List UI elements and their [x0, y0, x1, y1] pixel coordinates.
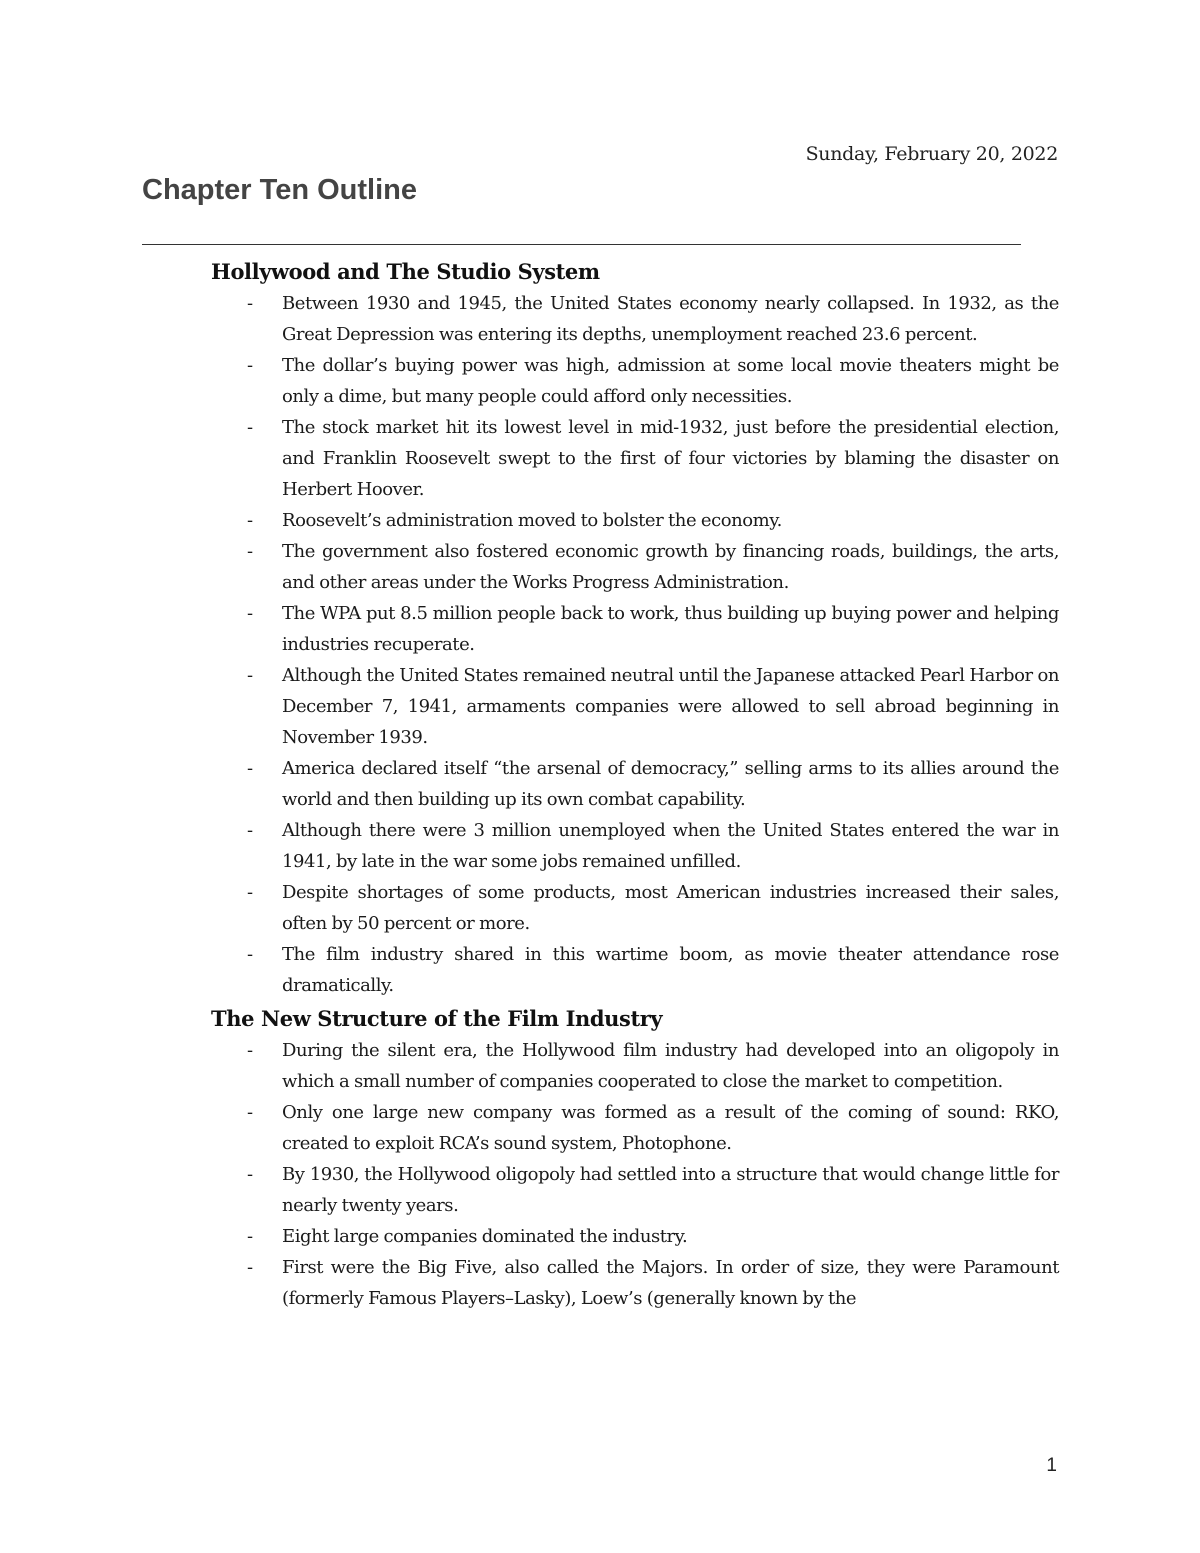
list-item-text: Although there were 3 million unemployed when the United States entered the war in 1941, by late in the war some jobs remained unfilled.: [282, 820, 1059, 872]
list-item-text: Between 1930 and 1945, the United States economy nearly collapsed. In 1932, as the Great Depression was entering its depths, unemployment reached 23.6 percent.: [282, 293, 1059, 345]
title-divider: [142, 244, 1021, 245]
bullet-dash: -: [247, 1102, 253, 1123]
list-item: [211, 1159, 1059, 1221]
list-item-text: The stock market hit its lowest level in mid-1932, just before the presidential election, and Franklin Roosevelt swept to the first of four victories by blaming the disaster on Herbert Hoover.: [282, 417, 1059, 500]
bullet-list: [211, 288, 1059, 1001]
list-item-text: The WPA put 8.5 million people back to work, thus building up buying power and helping industries recuperate.: [282, 603, 1059, 655]
list-item-text: During the silent era, the Hollywood film industry had developed into an oligopoly in which a small number of companies cooperated to close the market to competition.: [282, 1040, 1059, 1092]
list-item: [211, 1097, 1059, 1159]
section-heading: The New Structure of the Film Industry: [211, 1006, 663, 1031]
list-item: [211, 350, 1059, 412]
bullet-dash: -: [247, 1040, 253, 1061]
list-item: [211, 660, 1059, 753]
list-item: [211, 753, 1059, 815]
bullet-dash: -: [247, 758, 253, 779]
list-item-text: By 1930, the Hollywood oligopoly had settled into a structure that would change little for nearly twenty years.: [282, 1164, 1059, 1216]
bullet-dash: -: [247, 665, 253, 686]
page-number: 1: [1046, 1455, 1057, 1476]
bullet-dash: -: [247, 603, 253, 624]
list-item: [211, 1035, 1059, 1097]
outline-content: [211, 256, 1059, 1316]
list-item-text: The film industry shared in this wartime boom, as movie theater attendance rose dramatically.: [282, 944, 1059, 996]
bullet-dash: -: [247, 541, 253, 562]
list-item-text: Roosevelt’s administration moved to bolster the economy.: [282, 510, 782, 531]
bullet-list: [211, 1035, 1059, 1314]
bullet-dash: -: [247, 944, 253, 965]
list-item: [211, 1252, 1059, 1314]
list-item-text: The dollar’s buying power was high, admission at some local movie theaters might be only a dime, but many people could afford only necessities.: [282, 355, 1059, 407]
list-item-text: Despite shortages of some products, most American industries increased their sales, often by 50 percent or more.: [282, 882, 1059, 934]
list-item-text: Although the United States remained neutral until the Japanese attacked Pearl Harbor on December 7, 1941, armaments companies were allowed to sell abroad beginning in November 1939.: [282, 665, 1059, 748]
list-item-text: The government also fostered economic growth by financing roads, buildings, the arts, and other areas under the Works Progress Administration.: [282, 541, 1059, 593]
bullet-dash: -: [247, 417, 253, 438]
list-item-text: America declared itself “the arsenal of democracy,” selling arms to its allies around the world and then building up its own combat capability.: [282, 758, 1059, 810]
bullet-dash: -: [247, 820, 253, 841]
list-item: [211, 288, 1059, 350]
bullet-dash: -: [247, 882, 253, 903]
list-item: [211, 877, 1059, 939]
bullet-dash: -: [247, 1226, 253, 1247]
list-item-text: Only one large new company was formed as a result of the coming of sound: RKO, created to exploit RCA’s sound system, Photophone.: [282, 1102, 1059, 1154]
bullet-dash: -: [247, 293, 253, 314]
list-item: [211, 815, 1059, 877]
list-item-text: Eight large companies dominated the industry.: [282, 1226, 688, 1247]
document-date: Sunday, February 20, 2022: [805, 143, 1058, 165]
bullet-dash: -: [247, 510, 253, 531]
bullet-dash: -: [247, 355, 253, 376]
list-item: [211, 412, 1059, 505]
list-item: [211, 505, 1059, 536]
section-heading: Hollywood and The Studio System: [211, 259, 600, 284]
bullet-dash: -: [247, 1257, 253, 1278]
list-item-text: First were the Big Five, also called the Majors. In order of size, they were Paramount (formerly Famous Players–Lasky), Loew’s (generally known by the: [282, 1257, 1059, 1309]
page-title: Chapter Ten Outline: [142, 174, 417, 206]
list-item: [211, 939, 1059, 1001]
list-item: [211, 536, 1059, 598]
list-item: [211, 1221, 1059, 1252]
list-item: [211, 598, 1059, 660]
bullet-dash: -: [247, 1164, 253, 1185]
